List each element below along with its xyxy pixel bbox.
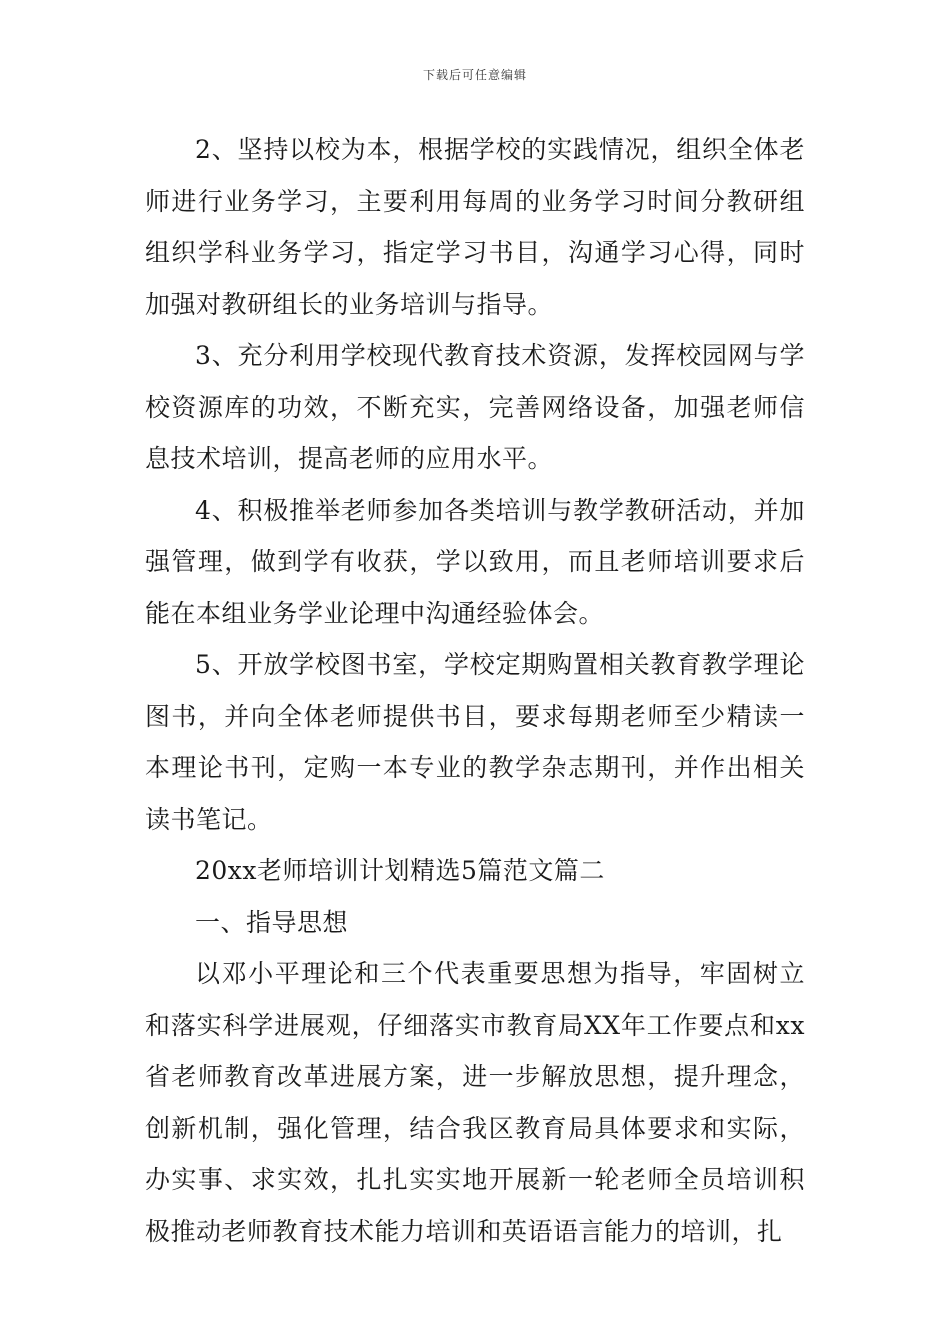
document-body: [145, 124, 805, 1257]
paragraph-item-2: 2、坚持以校为本，根据学校的实践情况，组织全体老师进行业务学习，主要利用每周的业务学习时间分教研组组织学科业务学习，指定学习书目，沟通学习心得，同时加强对教研组长的业务培训与指导。: [145, 135, 805, 319]
section-title: 20xx老师培训计划精选5篇范文篇二: [195, 856, 605, 885]
page-header: 下载后可任意编辑: [422, 68, 527, 82]
paragraph-item-4: 4、积极推举老师参加各类培训与教学教研活动，并加强管理，做到学有收获，学以致用，而且老师培训要求后能在本组业务学业论理中沟通经验体会。: [145, 495, 805, 628]
paragraph-item-5: 5、开放学校图书室，学校定期购置相关教育教学理论图书，并向全体老师提供书目，要求每期老师至少精读一本理论书刊，定购一本专业的教学杂志期刊，并作出相关读书笔记。: [145, 650, 805, 834]
subheading: 一、指导思想: [195, 907, 349, 937]
body-paragraph: 以邓小平理论和三个代表重要思想为指导，牢固树立和落实科学进展观，仔细落实市教育局XX年工作要点和xx省老师教育改革进展方案，进一步解放思想，提升理念，创新机制，强化管理，结合我区教育局具体要求和实际，办实事、求实效，扎扎实实地开展新一轮老师全员培训积极推动老师教育技术能力培训和英语语言能力的培训，扎: [145, 959, 805, 1246]
paragraph-item-3: 3、充分利用学校现代教育技术资源，发挥校园网与学校资源库的功效，不断充实，完善网络设备，加强老师信息技术培训，提高老师的应用水平。: [145, 341, 805, 473]
